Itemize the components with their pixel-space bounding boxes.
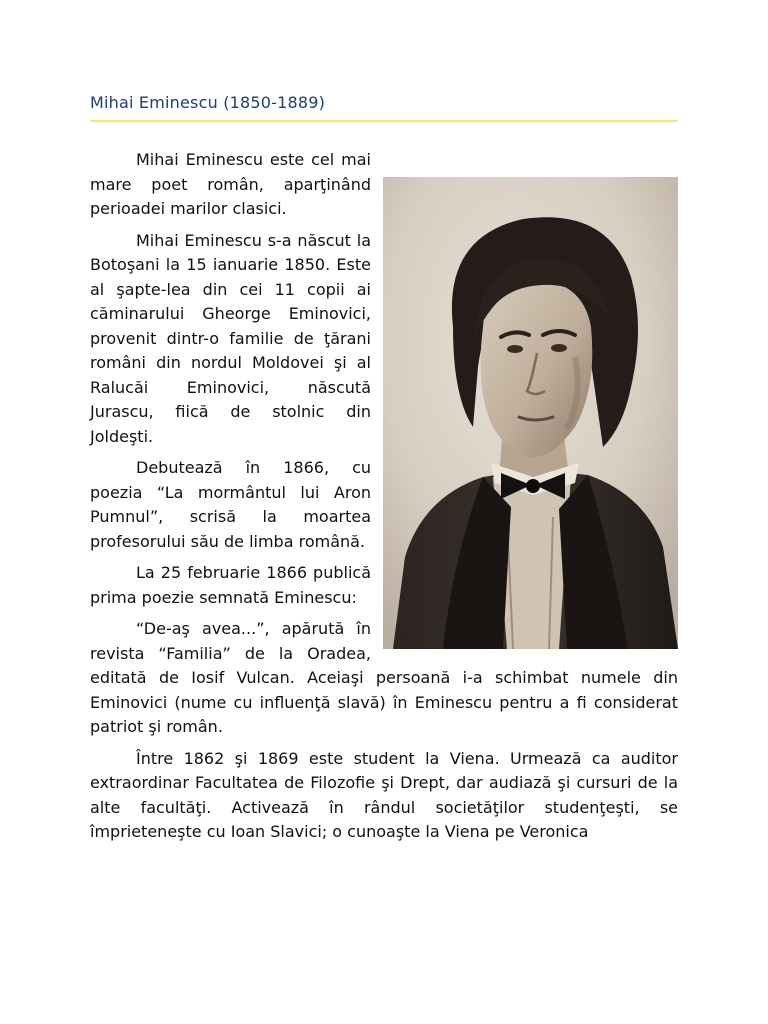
page-title: Mihai Eminescu (1850-1889) — [90, 93, 326, 112]
paragraph-5: “De-aş avea...”, apărută în revista “Familia” de la Oradea, editată de Iosif Vulcan. Aceiaşi persoană i-a schimbat numele din Eminovici (nume cu influenţă slavă) în Eminescu pentru a fi considerat patriot şi român. — [90, 619, 678, 736]
paragraph-6: Între 1862 şi 1869 este student la Viena. Urmează ca auditor extraordinar Facultatea de Filozofie şi Drept, dar audiază şi cursuri de la alte facultăţi. Activează în rândul societăţilor studenţeşti, se împrieteneşte cu Ioan Slavici; o cunoaşte la Viena pe Veronica — [90, 748, 678, 841]
portrait-photo — [383, 177, 678, 649]
paragraph-3: Debutează în 1866, cu poezia “La mormântul lui Aron Pumnul”, scrisă la moartea profesorului său de limba română. — [90, 458, 371, 551]
portrait-illustration — [383, 177, 678, 649]
paragraph-2: Mihai Eminescu s-a născut la Botoşani la 15 ianuarie 1850. Este al şapte-lea din cei 11 copii ai căminarului Gheorge Eminovici, provenit dintr-o familie de ţărani români din nordul Moldovei şi al Ralucăi Eminovici, născută Jurascu, fiică de stolnic din Joldeşti. — [90, 230, 371, 446]
document-page — [90, 0, 678, 852]
paragraph-4: La 25 februarie 1866 publică prima poezie semnată Eminescu: — [90, 563, 371, 607]
paragraph-1: Mihai Eminescu este cel mai mare poet român, aparţinând perioadei marilor clasici. — [90, 150, 371, 218]
document-body — [90, 122, 678, 845]
